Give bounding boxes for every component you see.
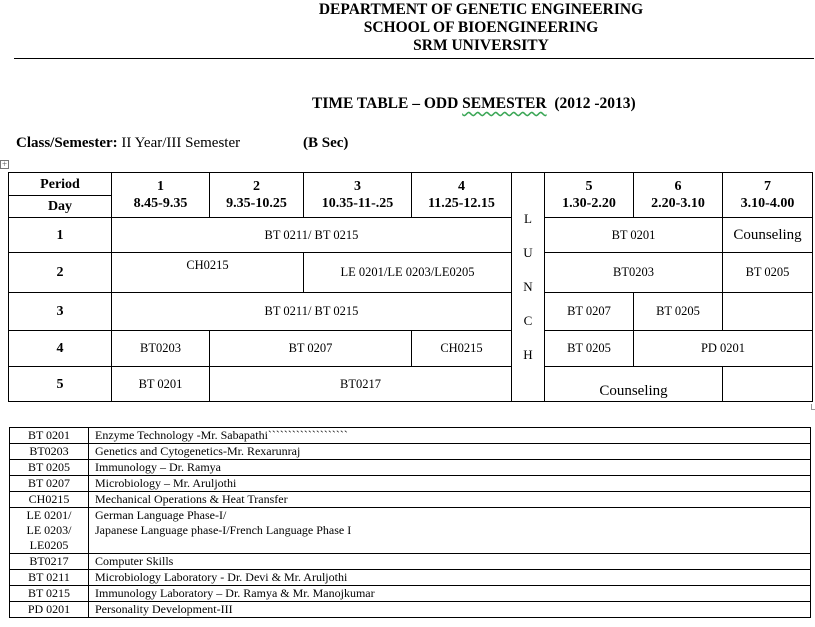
legend-row [10,476,811,492]
period-2-header [210,173,304,218]
period-7-header [723,173,813,218]
lunch-column [512,173,545,402]
day-3-morning-cell: BT 0211/ BT 0215 [112,293,512,331]
period-1-header [112,173,210,218]
legend-code: CH0215 [10,492,89,508]
table-move-handle-icon[interactable]: + [1,159,8,169]
period-time: 11.25-12.15 [428,196,495,211]
section-label: (B Sec) [303,135,349,151]
lunch-letter: N [523,279,533,294]
day-4-p1-cell: BT0203 [112,331,210,367]
day-1-morning-cell: BT 0211/ BT 0215 [112,218,512,253]
cell-end-mark [811,404,815,410]
day-1-label: 1 [9,218,112,253]
legend-row [10,444,811,460]
legend-desc: Personality Development-III [89,602,811,618]
day-2-p3-4-cell: LE 0201/LE 0203/LE0205 [304,253,512,293]
day-5-p1-cell: BT 0201 [112,367,210,402]
day-2-label: 2 [9,253,112,293]
period-time: 1.30-2.20 [562,196,616,211]
course-legend-table [9,427,811,618]
legend-desc-line: German Language Phase-I/ [95,508,227,522]
day-2-p1-2-cell: CH0215 [112,253,304,293]
legend-code: BT 0211 [10,570,89,586]
lunch-letter: H [523,347,533,362]
period-6-header [634,173,723,218]
period-number: 1 [157,179,164,194]
period-5-header [545,173,634,218]
legend-row [10,492,811,508]
legend-desc: Immunology – Dr. Ramya [89,460,811,476]
day-2-p7-cell: BT 0205 [723,253,813,293]
period-header: Period [9,173,112,196]
legend-row [10,586,811,602]
day-4-label: 4 [9,331,112,367]
legend-desc: Immunology Laboratory – Dr. Ramya & Mr. Manojkumar [89,586,811,602]
day-4-p5-cell: BT 0205 [545,331,634,367]
title-prefix: TIME TABLE – ODD [312,95,463,112]
timetable-grid [8,172,813,402]
lunch-letter: U [523,245,533,260]
period-number: 4 [458,179,465,194]
day-1-p7-cell: Counseling [723,218,813,253]
period-time: 2.20-3.10 [651,196,705,211]
period-time: 9.35-10.25 [226,196,287,211]
class-label: Class/Semester: [16,135,118,151]
legend-row [10,570,811,586]
legend-code: BT 0207 [10,476,89,492]
legend-row [10,602,811,618]
day-4-p6-7-cell: PD 0201 [634,331,813,367]
legend-row [10,460,811,476]
lunch-letter: L [524,211,532,226]
period-time: 3.10-4.00 [740,196,795,211]
legend-desc: Enzyme Technology -Mr. Sabapathiˋˋˋˋˋˋˋˋˋˋˋˋˋˋˋˋˋˋˋˋ [89,428,811,444]
timetable-title [312,95,636,113]
legend-code: BT 0215 [10,586,89,602]
day-4-p4-cell: CH0215 [412,331,512,367]
legend-desc: Computer Skills [89,554,811,570]
period-time: 8.45-9.35 [133,196,188,211]
lunch-letter: C [523,313,533,328]
period-number: 7 [764,179,771,194]
legend-desc: Genetics and Cytogenetics-Mr. Rexarunraj [89,444,811,460]
title-semester-word: SEMESTER [462,95,547,112]
day-5-p2-4-cell: BT0217 [210,367,512,402]
day-3-p7-cell [723,293,813,331]
period-number: 5 [585,179,593,194]
legend-desc-line: Japanese Language phase-I/French Language Phase I [95,523,352,537]
class-semester [16,135,240,152]
day-5-label: 5 [9,367,112,402]
legend-code: BT 0205 [10,460,89,476]
day-4-p2-3-cell: BT 0207 [210,331,412,367]
university-heading: SRM UNIVERSITY [413,37,549,54]
header-divider [14,58,814,59]
legend-row [10,554,811,570]
legend-desc [89,508,811,554]
period-3-header [304,173,412,218]
class-value: II Year/III Semester [117,135,241,151]
day-2-p5-6-cell: BT0203 [545,253,723,293]
period-number: 6 [674,179,682,194]
day-5-p5-6-cell: Counseling [545,367,723,402]
title-year: (2012 -2013) [546,95,636,112]
period-number: 2 [253,179,260,194]
legend-code: BT 0201 [10,428,89,444]
legend-row [10,428,811,444]
department-heading: DEPARTMENT OF GENETIC ENGINEERING [318,1,644,18]
legend-row [10,508,811,554]
legend-code: BT0203 [10,444,89,460]
period-number: 3 [354,179,361,194]
legend-code-line: LE 0203/ [26,523,72,537]
day-3-p5-cell: BT 0207 [545,293,634,331]
legend-desc: Mechanical Operations & Heat Transfer [89,492,811,508]
day-3-label: 3 [9,293,112,331]
day-header: Day [9,196,112,218]
day-1-p5-6-cell: BT 0201 [545,218,723,253]
legend-desc: Microbiology – Mr. Aruljothi [89,476,811,492]
legend-code [10,508,89,554]
legend-code: PD 0201 [10,602,89,618]
day-3-p6-cell: BT 0205 [634,293,723,331]
period-4-header [412,173,512,218]
period-time: 10.35-11-.25 [321,196,394,211]
day-5-p7-cell [723,367,813,402]
legend-desc: Microbiology Laboratory - Dr. Devi & Mr. Aruljothi [89,570,811,586]
school-heading: SCHOOL OF BIOENGINEERING [363,19,599,36]
legend-code-line: LE 0201/ [26,508,72,522]
legend-code: BT0217 [10,554,89,570]
legend-code-line: LE0205 [29,538,69,552]
